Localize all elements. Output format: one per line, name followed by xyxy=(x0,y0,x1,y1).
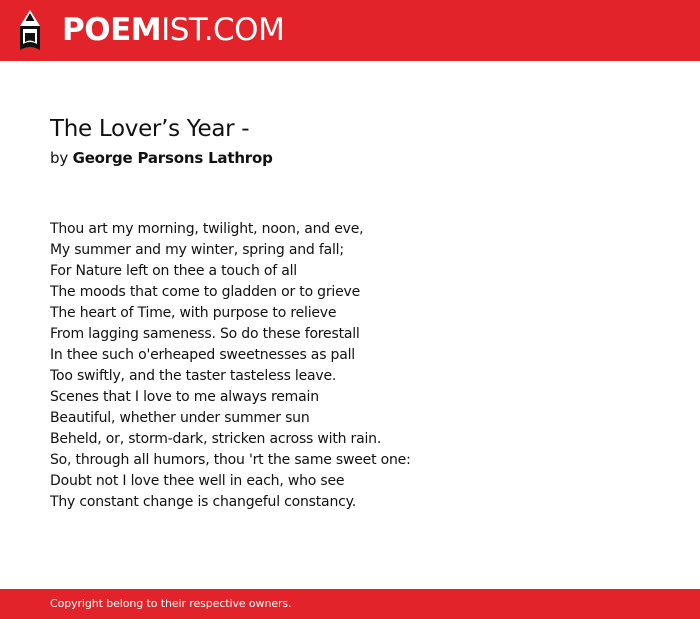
brand-light-text: IST.COM xyxy=(161,12,285,48)
poem-title: The Lover’s Year - xyxy=(50,116,250,142)
poem-line: From lagging sameness. So do these forestall xyxy=(50,326,360,342)
by-label: by xyxy=(50,149,68,167)
poem-byline xyxy=(50,149,273,167)
poem-line: Beheld, or, storm-dark, stricken across with rain. xyxy=(50,431,382,447)
poem-author: George Parsons Lathrop xyxy=(72,149,273,167)
poem-line: In thee such o'erheaped sweetnesses as pall xyxy=(50,347,355,363)
copyright-text: Copyright belong to their respective owners. xyxy=(50,597,292,610)
poem-line: Beautiful, whether under summer sun xyxy=(50,410,310,426)
poem-line: The heart of Time, with purpose to relieve xyxy=(50,305,337,321)
poem-line: Doubt not I love thee well in each, who see xyxy=(50,473,345,489)
poem-line: The moods that come to gladden or to grieve xyxy=(50,284,361,300)
poem-line: Thy constant change is changeful constancy. xyxy=(50,494,356,510)
poem-line: So, through all humors, thou 'rt the same sweet one: xyxy=(50,452,411,468)
poem-line: Scenes that I love to me always remain xyxy=(50,389,319,405)
poem-line: My summer and my winter, spring and fall; xyxy=(50,242,344,258)
brand-bold-text: POEM xyxy=(62,12,162,48)
poem-line: Too swiftly, and the taster tasteless leave. xyxy=(50,368,337,384)
site-logo-text[interactable] xyxy=(62,12,284,48)
poem-line: Thou art my morning, twilight, noon, and eve, xyxy=(50,221,364,237)
site-footer xyxy=(0,589,700,619)
site-header xyxy=(0,0,700,61)
poem-line: For Nature left on thee a touch of all xyxy=(50,263,297,279)
poem-body xyxy=(50,219,670,513)
pencil-icon[interactable] xyxy=(18,10,42,52)
